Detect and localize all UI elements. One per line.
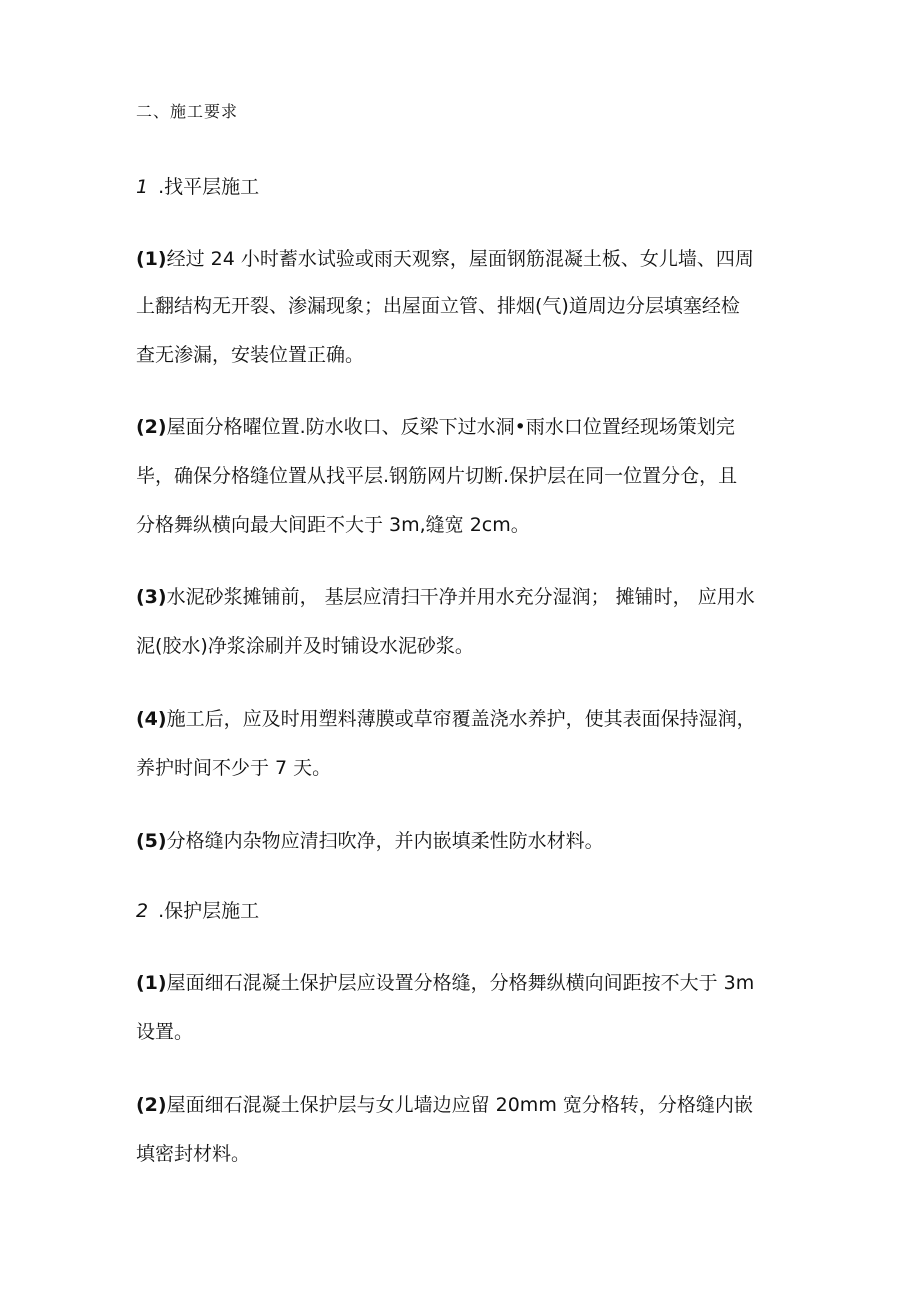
paragraph-line: 泥(胶水)净浆涂刷并及时铺设水泥砂浆。 bbox=[136, 635, 474, 657]
subsection-title: .找平层施工 bbox=[152, 176, 260, 198]
section-title: 二、施工要求 bbox=[136, 102, 239, 121]
paragraph-line: 分格舞纵横向最大间距不大于 3m,缝宽 2cm。 bbox=[136, 514, 530, 536]
paragraph-number: (1) bbox=[136, 248, 167, 270]
paragraph-line: 养护时间不少于 7 天。 bbox=[136, 757, 332, 779]
paragraph-line: 毕，确保分格缝位置从找平层.钢筋网片切断.保护层在同一位置分仓，且 bbox=[136, 465, 738, 487]
paragraph-number: (5) bbox=[136, 830, 167, 852]
paragraph-text: 水泥砂浆摊铺前， 基层应清扫干净并用水充分湿润； 摊铺时， 应用水 bbox=[166, 586, 755, 608]
paragraph-text: 施工后，应及时用塑料薄膜或草帘覆盖浇水养护，使其表面保持湿润， bbox=[166, 708, 756, 730]
subsection-title: .保护层施工 bbox=[152, 900, 260, 922]
subsection-heading-2 bbox=[136, 902, 259, 921]
paragraph-text: 经过 24 小时蓄水试验或雨天观察，屋面钢筋混凝土板、女儿墙、四周 bbox=[166, 248, 754, 270]
paragraph-text: 分格缝内杂物应清扫吹净，并内嵌填柔性防水材料。 bbox=[166, 830, 604, 852]
paragraph-line bbox=[136, 832, 604, 851]
paragraph-number: (1) bbox=[136, 972, 167, 994]
paragraph-number: (2) bbox=[136, 416, 167, 438]
paragraph-line: 查无渗漏，安装位置正确。 bbox=[136, 344, 365, 366]
paragraph-line bbox=[136, 588, 755, 607]
paragraph-text: 屋面分格曜位置.防水收口、反梁下过水洞•雨水口位置经现场策划完 bbox=[166, 416, 735, 438]
paragraph-line: 设置。 bbox=[136, 1021, 194, 1043]
subsection-number: 1 bbox=[136, 176, 153, 198]
paragraph-line bbox=[136, 250, 754, 269]
paragraph-number: (2) bbox=[136, 1094, 167, 1116]
paragraph-line bbox=[136, 710, 756, 729]
paragraph-number: (4) bbox=[136, 708, 167, 730]
paragraph-text: 屋面细石混凝土保护层与女儿墙边应留 20mm 宽分格转，分格缝内嵌 bbox=[166, 1094, 753, 1116]
paragraph-text: 屋面细石混凝土保护层应设置分格缝，分格舞纵横向间距按不大于 3m bbox=[166, 972, 755, 994]
paragraph-line bbox=[136, 1096, 753, 1115]
paragraph-line: 填密封材料。 bbox=[136, 1143, 251, 1165]
paragraph-line bbox=[136, 418, 735, 437]
paragraph-number: (3) bbox=[136, 586, 167, 608]
paragraph-line: 上翻结构无开裂、渗漏现象；出屋面立管、排烟(气)道周边分层填塞经检 bbox=[136, 295, 740, 317]
paragraph-line bbox=[136, 974, 754, 993]
subsection-heading-1 bbox=[136, 178, 259, 197]
subsection-number: 2 bbox=[136, 900, 153, 922]
